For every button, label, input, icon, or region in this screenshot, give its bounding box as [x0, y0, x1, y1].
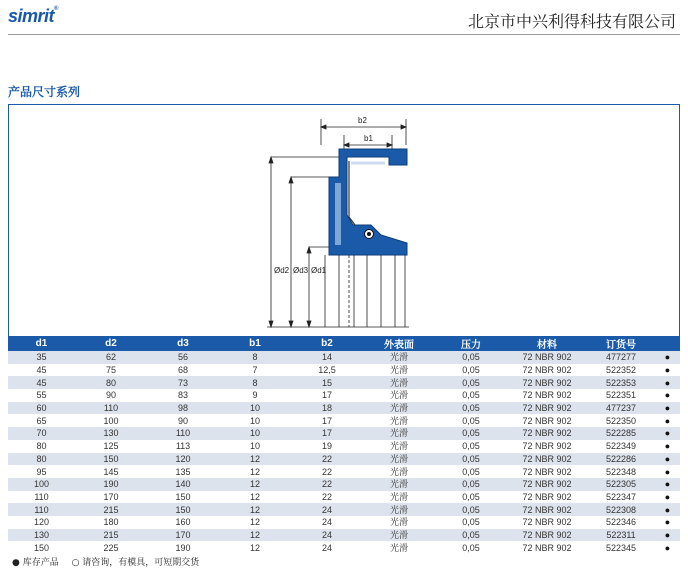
cell-surface: 光滑 [363, 427, 435, 440]
cell-pressure: 0,05 [435, 503, 507, 516]
cell-b2: 17 [291, 427, 363, 440]
cell-b1: 12 [249, 491, 260, 502]
cell-b1: 7 [252, 365, 258, 376]
table-row [8, 541, 680, 554]
cell-material: 72 NBR 902 [507, 453, 587, 466]
table-row [8, 440, 680, 453]
cell-pressure: 0,05 [435, 529, 507, 542]
cell-availability: ● [664, 365, 671, 376]
cell-d2: 100 [103, 415, 119, 426]
cell-d3: 150 [175, 491, 191, 502]
cell-pressure: 0,05 [462, 441, 480, 452]
cell-d3: 190 [175, 542, 191, 553]
cell-d1: 110 [8, 503, 75, 516]
cell-d1: 100 [8, 478, 75, 491]
cell-availability: ● [664, 542, 671, 553]
cell-d1: 35 [8, 351, 75, 364]
legend-inquiry: ○ 请咨询，有模具，可短期交货 [71, 558, 200, 568]
cell-d3: 68 [177, 365, 188, 376]
cell-b1: 12 [219, 529, 291, 542]
cell-availability: ● [655, 503, 680, 516]
header-b2: b2 [291, 336, 363, 351]
cell-d2: 190 [75, 478, 147, 491]
cell-availability: ● [655, 376, 680, 389]
cell-material: 72 NBR 902 [522, 365, 572, 376]
cell-b1: 12 [219, 453, 291, 466]
cell-pressure: 0,05 [462, 365, 480, 376]
cell-d3: 90 [177, 415, 188, 426]
cell-d2: 110 [75, 402, 147, 415]
cell-order-number: 522348 [605, 466, 637, 477]
cell-order-number: 522311 [587, 529, 655, 542]
table-row [8, 491, 680, 504]
cell-d2: 80 [75, 376, 147, 389]
cell-d2: 170 [103, 491, 119, 502]
table-row [8, 389, 680, 402]
cell-d2: 180 [103, 517, 119, 528]
cell-surface: 光滑 [389, 491, 408, 502]
table-row [8, 414, 680, 427]
cell-surface: 光滑 [389, 517, 408, 528]
cell-d1: 45 [36, 365, 47, 376]
cell-material: 72 NBR 902 [522, 415, 572, 426]
cell-pressure: 0,05 [435, 478, 507, 491]
cell-b2: 15 [291, 376, 363, 389]
header-divider [8, 34, 680, 35]
cell-d1: 45 [8, 376, 75, 389]
cell-surface: 光滑 [389, 542, 408, 553]
cell-material: 72 NBR 902 [507, 376, 587, 389]
table-row [8, 364, 680, 377]
cell-d2: 62 [75, 351, 147, 364]
cell-availability: ● [664, 441, 671, 452]
cell-order-number: 477277 [587, 351, 655, 364]
cell-order-number: 522350 [605, 415, 637, 426]
cell-b2: 22 [321, 466, 332, 477]
table-row [8, 478, 680, 491]
legend-stock: ● 库存产品 [12, 558, 59, 568]
table-row [8, 427, 680, 440]
cell-surface: 光滑 [363, 503, 435, 516]
section-title: 产品尺寸系列 [8, 85, 81, 99]
cell-d3: 140 [147, 478, 219, 491]
table-row [8, 503, 680, 516]
cell-d1: 65 [36, 415, 47, 426]
cell-d2: 125 [103, 441, 119, 452]
cell-surface: 光滑 [389, 466, 408, 477]
cell-d3: 113 [175, 441, 191, 452]
cell-material: 72 NBR 902 [507, 503, 587, 516]
cell-pressure: 0,05 [435, 351, 507, 364]
cell-d3: 110 [147, 427, 219, 440]
cell-d2: 90 [105, 390, 116, 401]
cell-b1: 12 [249, 466, 260, 477]
cell-b2: 12,5 [318, 365, 336, 376]
cell-d2: 145 [103, 466, 119, 477]
cell-availability: ● [655, 351, 680, 364]
cell-surface: 光滑 [363, 402, 435, 415]
cell-material: 72 NBR 902 [507, 427, 587, 440]
cell-d3: 120 [147, 453, 219, 466]
table-row [8, 351, 680, 364]
cell-material: 72 NBR 902 [507, 402, 587, 415]
cell-availability: ● [655, 427, 680, 440]
cell-material: 72 NBR 902 [507, 529, 587, 542]
header-d2: d2 [75, 336, 147, 351]
legend [12, 555, 209, 568]
cell-order-number: 522347 [605, 491, 637, 502]
cell-pressure: 0,05 [435, 402, 507, 415]
cell-b2: 17 [321, 390, 332, 401]
cell-pressure: 0,05 [462, 466, 480, 477]
cell-surface: 光滑 [363, 478, 435, 491]
cell-d3: 73 [147, 376, 219, 389]
cell-d1: 80 [36, 441, 47, 452]
cell-d1: 70 [8, 427, 75, 440]
cell-material: 72 NBR 902 [507, 351, 587, 364]
table-row [8, 402, 680, 415]
cell-pressure: 0,05 [462, 517, 480, 528]
cell-material: 72 NBR 902 [522, 441, 572, 452]
header-b1: b1 [219, 336, 291, 351]
cell-b2: 24 [321, 517, 332, 528]
cell-material: 72 NBR 902 [507, 478, 587, 491]
cell-b2: 18 [291, 402, 363, 415]
cell-order-number: 522286 [587, 453, 655, 466]
technical-drawing-frame [8, 104, 680, 336]
cell-material: 72 NBR 902 [522, 517, 572, 528]
header-order-number: 订货号 [587, 336, 655, 351]
company-name: 北京市中兴利得科技有限公司 [467, 12, 676, 31]
cell-b1: 10 [249, 415, 260, 426]
cell-order-number: 522351 [605, 390, 637, 401]
label-b1: b1 [364, 134, 373, 143]
cell-b1: 10 [219, 402, 291, 415]
cell-d3: 98 [147, 402, 219, 415]
simrit-logo [8, 6, 58, 27]
seal-cross-section-drawing [9, 105, 681, 337]
header-availability [655, 336, 680, 351]
header-d3: d3 [147, 336, 219, 351]
cell-pressure: 0,05 [462, 390, 480, 401]
logo-text: simrit [8, 6, 55, 26]
cell-b1: 10 [249, 441, 260, 452]
cell-b2: 14 [291, 351, 363, 364]
cell-b1: 12 [249, 542, 260, 553]
cell-b2: 17 [321, 415, 332, 426]
cell-b2: 22 [291, 478, 363, 491]
cell-d2: 215 [75, 503, 147, 516]
cell-d2: 150 [75, 453, 147, 466]
header-pressure: 压力 [435, 336, 507, 351]
cell-d1: 55 [36, 390, 47, 401]
cell-b2: 19 [321, 441, 332, 452]
cell-order-number: 477237 [587, 402, 655, 415]
cell-b2: 24 [291, 529, 363, 542]
cell-d1: 95 [36, 466, 47, 477]
cell-material: 72 NBR 902 [522, 466, 572, 477]
label-b2: b2 [358, 116, 367, 125]
cell-material: 72 NBR 902 [522, 491, 572, 502]
cell-b1: 8 [219, 376, 291, 389]
table-row [8, 529, 680, 542]
cell-d3: 170 [147, 529, 219, 542]
cell-surface: 光滑 [363, 376, 435, 389]
cell-d1: 150 [33, 542, 50, 553]
cell-b1: 10 [219, 427, 291, 440]
cell-order-number: 522346 [605, 517, 637, 528]
table-body [8, 351, 680, 554]
cell-d2: 75 [105, 365, 116, 376]
cell-surface: 光滑 [389, 390, 408, 401]
cell-material: 72 NBR 902 [522, 390, 572, 401]
cell-surface: 光滑 [389, 365, 408, 376]
registered-mark: ® [54, 6, 58, 12]
cell-b2: 24 [321, 542, 332, 553]
cell-surface: 光滑 [363, 453, 435, 466]
cell-b2: 22 [321, 491, 332, 502]
cell-availability: ● [655, 402, 680, 415]
table-row [8, 465, 680, 478]
cell-order-number: 522353 [587, 376, 655, 389]
cell-b1: 12 [219, 478, 291, 491]
cell-availability: ● [664, 390, 671, 401]
dimension-table [8, 336, 680, 554]
cell-d2: 225 [103, 542, 119, 553]
cell-d2: 215 [75, 529, 147, 542]
cell-d1: 130 [8, 529, 75, 542]
cell-order-number: 522345 [605, 542, 637, 553]
cell-surface: 光滑 [363, 529, 435, 542]
table-header-row [8, 336, 680, 351]
cell-d3: 56 [147, 351, 219, 364]
cell-d3: 160 [175, 517, 191, 528]
cell-d3: 135 [175, 466, 191, 477]
cell-d3: 83 [177, 390, 188, 401]
cell-material: 72 NBR 902 [522, 542, 572, 553]
cell-pressure: 0,05 [462, 415, 480, 426]
label-d1: Ød1 [311, 266, 327, 275]
cell-pressure: 0,05 [462, 542, 480, 553]
cell-d3: 150 [147, 503, 219, 516]
table-row [8, 376, 680, 389]
cell-order-number: 522305 [587, 478, 655, 491]
cell-order-number: 522285 [587, 427, 655, 440]
header-material: 材料 [507, 336, 587, 351]
cell-b1: 12 [219, 503, 291, 516]
table-row [8, 516, 680, 529]
cell-availability: ● [655, 478, 680, 491]
cell-pressure: 0,05 [435, 376, 507, 389]
label-d2: Ød2 [274, 266, 290, 275]
cell-availability: ● [655, 453, 680, 466]
cell-b1: 12 [249, 517, 260, 528]
cell-availability: ● [655, 529, 680, 542]
header-surface: 外表面 [363, 336, 435, 351]
cell-d2: 130 [75, 427, 147, 440]
cell-availability: ● [664, 517, 671, 528]
cell-b1: 8 [219, 351, 291, 364]
cell-availability: ● [664, 415, 671, 426]
cell-d1: 110 [34, 491, 49, 502]
cell-b2: 22 [291, 453, 363, 466]
header-d1: d1 [8, 336, 75, 351]
cell-order-number: 522352 [605, 365, 637, 376]
cell-pressure: 0,05 [462, 491, 480, 502]
cell-order-number: 522308 [587, 503, 655, 516]
cell-d1: 120 [33, 517, 50, 528]
label-d3: Ød3 [293, 266, 309, 275]
cell-d1: 60 [8, 402, 75, 415]
cell-availability: ● [664, 491, 671, 502]
table-row [8, 453, 680, 466]
cell-b2: 24 [291, 503, 363, 516]
cell-order-number: 522349 [605, 441, 637, 452]
cell-surface: 光滑 [389, 441, 408, 452]
cell-b1: 9 [252, 390, 258, 401]
cell-surface: 光滑 [389, 415, 408, 426]
cell-pressure: 0,05 [435, 427, 507, 440]
cell-pressure: 0,05 [435, 453, 507, 466]
cell-surface: 光滑 [363, 351, 435, 364]
cell-d1: 80 [8, 453, 75, 466]
cell-availability: ● [664, 466, 671, 477]
